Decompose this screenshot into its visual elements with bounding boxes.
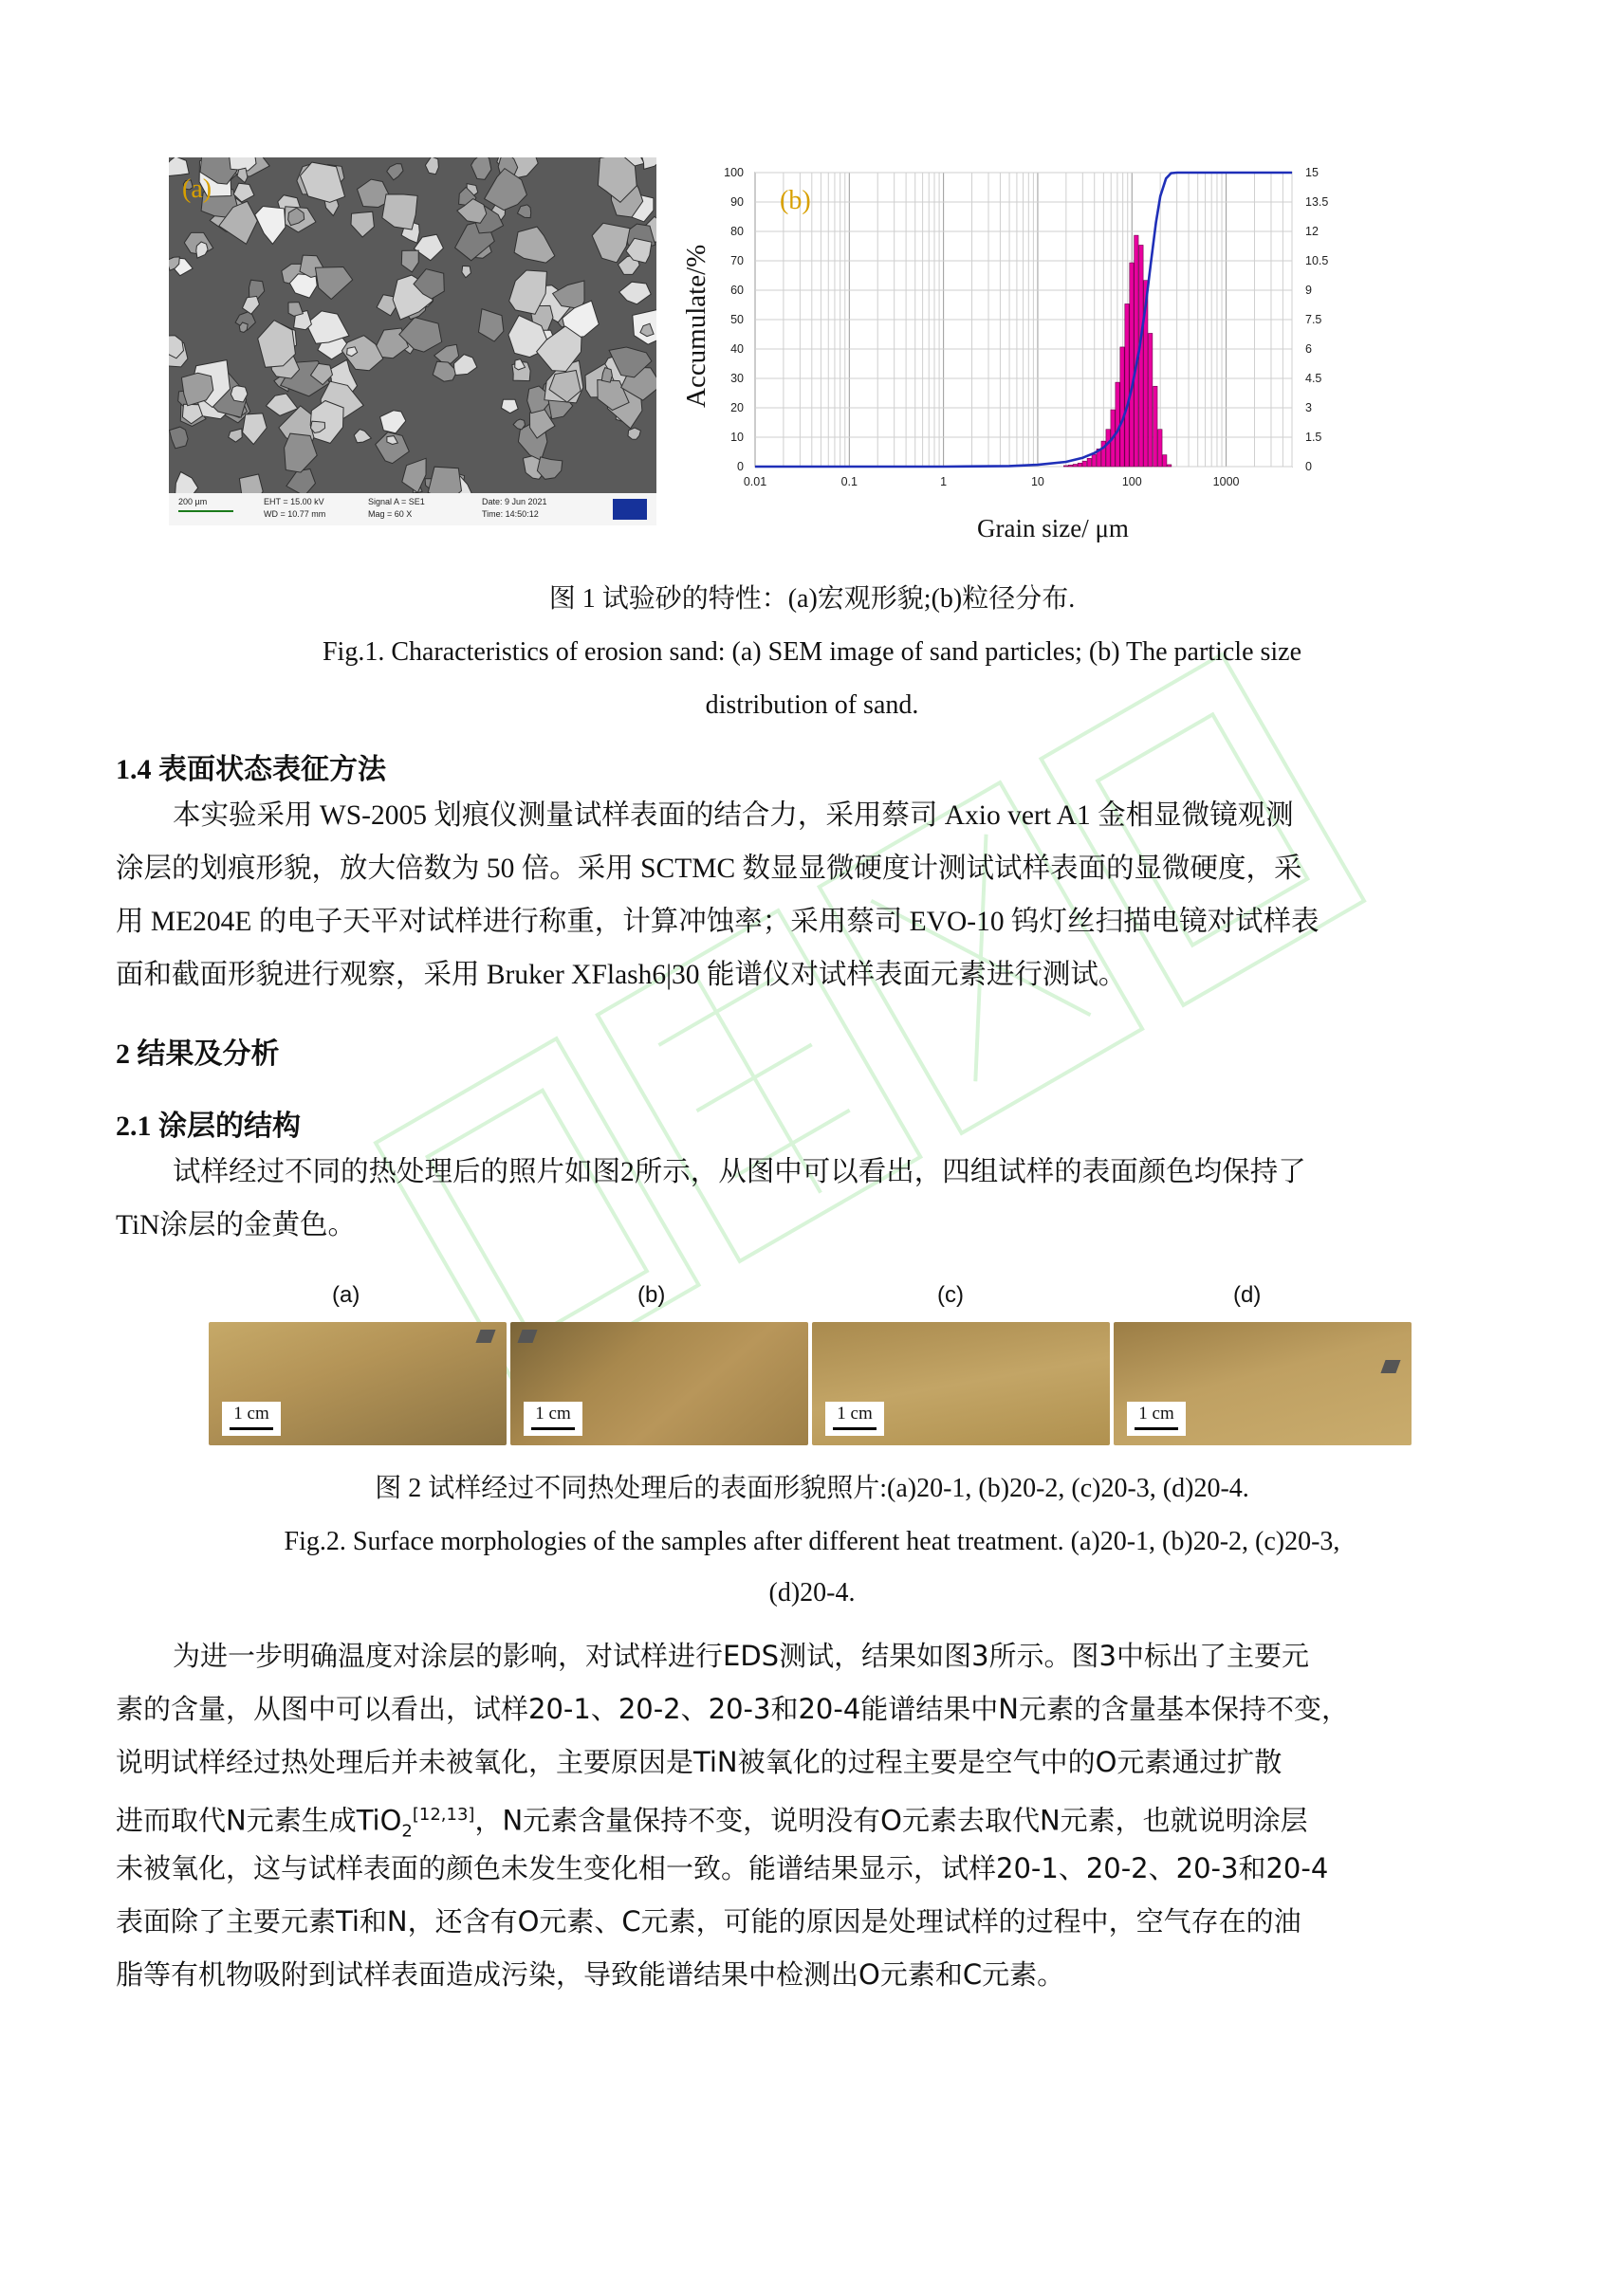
sem-time: Time: 14:50:12 [482, 509, 539, 519]
histogram-bar [1087, 458, 1091, 467]
para-line: TiN涂层的金黄色。 [116, 1210, 356, 1240]
sem-date: Date: 9 Jun 2021 [482, 497, 547, 506]
scale-bar: 1 cm [825, 1402, 884, 1436]
paragraph-eds [116, 1629, 1510, 2001]
para-line: 说明试样经过热处理后并未被氧化，主要原因是TiN被氧化的过程主要是空气中的O元素通过扩散 [116, 1746, 1283, 1778]
scale-bar: 1 cm [1127, 1402, 1186, 1436]
sem-scale-label: 200 µm [178, 497, 208, 506]
photo-c-label: (c) [937, 1282, 964, 1308]
y-axis-label: Accumulate/% [681, 244, 711, 408]
y-tick-label: 100 [724, 166, 744, 179]
histogram-bar [1082, 461, 1086, 467]
para-line: 素的含量，从图中可以看出，试样20-1、20-2、20-3和20-4能谱结果中N元素的含量基本保持不变， [116, 1693, 1349, 1725]
photo-d-label: (d) [1233, 1282, 1262, 1308]
y-tick-label: 10 [730, 431, 744, 444]
histogram-bar [1120, 347, 1124, 467]
y2-tick-label: 13.5 [1305, 195, 1329, 209]
x-tick-label: 0.1 [840, 475, 858, 488]
histogram-bar [1073, 465, 1077, 467]
para-line: 面和截面形貌进行观察，采用 Bruker XFlash6|30 能谱仪对试样表面元素进行测试。 [116, 960, 1127, 990]
figure2-caption-en-line1: Fig.2. Surface morphologies of the samples after different heat treatment. (a)20-1, (b)20-2, (c)20-3, [284, 1527, 1340, 1556]
sem-mag: Mag = 60 X [368, 509, 413, 519]
y2-tick-label: 1.5 [1305, 431, 1322, 444]
x-tick-label: 0.01 [743, 475, 767, 488]
y-tick-label: 90 [730, 195, 744, 209]
y-tick-label: 0 [737, 460, 744, 473]
citation: [12,13] [412, 1805, 475, 1825]
photo-c [812, 1322, 1110, 1445]
y2-tick-label: 6 [1305, 342, 1312, 356]
y-tick-label: 50 [730, 313, 744, 326]
y2-tick-label: 12 [1305, 225, 1319, 238]
panel-b-letter: (b) [780, 186, 811, 215]
photo-b-label: (b) [637, 1282, 666, 1308]
para-line: 脂等有机物吸附到试样表面造成污染，导致能谱结果中检测出O元素和C元素。 [116, 1958, 1065, 1991]
histogram-bar [1158, 430, 1162, 467]
sem-eht: EHT = 15.00 kV [264, 497, 324, 506]
para-line: 试样经过不同的热处理后的照片如图2所示，从图中可以看出，四组试样的表面颜色均保持了 [173, 1157, 1306, 1187]
clip-mark [517, 1330, 537, 1343]
figure2-caption-cn: 图 2 试样经过不同热处理后的表面形貌照片:(a)20-1, (b)20-2, (c)20-3, (d)20-4. [375, 1474, 1249, 1503]
heading-2-1: 2.1 涂层的结构 [116, 1111, 301, 1142]
y-tick-label: 70 [730, 254, 744, 267]
para-line-citation: 进而取代N元素生成TiO$_2$[12,13]，N元素含量保持不变，说明没有O元素去取代N元素，也就说明涂层 [116, 1804, 1308, 1842]
zeiss-logo [613, 499, 647, 520]
para-line: 为进一步明确温度对涂层的影响，对试样进行EDS测试，结果如图3所示。图3中标出了主要元 [173, 1640, 1309, 1672]
histogram-bar [1139, 245, 1143, 467]
y-tick-label: 80 [730, 225, 744, 238]
figure1-caption-cn: 图 1 试验砂的特性：(a)宏观形貌;(b)粒径分布. [548, 584, 1076, 614]
histogram-bar [1167, 465, 1171, 467]
heading-2: 2 结果及分析 [116, 1038, 280, 1070]
para-line: 表面除了主要元素Ti和N，还含有O元素、C元素，可能的原因是处理试样的过程中，空气存在的油 [116, 1905, 1301, 1938]
histogram-bar [1106, 430, 1110, 467]
photo-d [1114, 1322, 1412, 1445]
y2-tick-label: 15 [1305, 166, 1319, 179]
x-axis-label: Grain size/ μm [977, 514, 1129, 542]
histogram-bar [1163, 455, 1167, 467]
histogram-bar [1125, 303, 1129, 467]
photo-a [209, 1322, 507, 1445]
scale-bar: 1 cm [524, 1402, 582, 1436]
sem-scale-bar [178, 510, 233, 512]
histogram-bar [1116, 382, 1119, 467]
histogram-bar [1130, 263, 1134, 467]
sand-particle [169, 157, 189, 176]
x-tick-label: 100 [1121, 475, 1142, 488]
histogram-bar [1153, 386, 1157, 467]
clip-mark [475, 1330, 495, 1343]
paragraph-2-1 [116, 1146, 1510, 1252]
para-line: 本实验采用 WS-2005 划痕仪测量试样表面的结合力，采用蔡司 Axio vert A1 金相显微镜观测 [173, 800, 1294, 831]
para-line: 涂层的划痕形貌，放大倍数为 50 倍。采用 SCTMC 数显显微硬度计测试试样表面的显微硬度，采 [116, 854, 1302, 884]
photo-b [510, 1322, 808, 1445]
figure1-sem-image [169, 157, 656, 525]
sand-particle [231, 386, 248, 402]
y2-tick-label: 9 [1305, 284, 1312, 297]
y2-tick-label: 7.5 [1305, 313, 1322, 326]
para-line: 用 ME204E 的电子天平对试样进行称重，计算冲蚀率；采用蔡司 EVO-10 钨灯丝扫描电镜对试样表 [116, 907, 1320, 937]
photo-a-label: (a) [332, 1282, 360, 1308]
scale-bar: 1 cm [222, 1402, 281, 1436]
y2-tick-label: 0 [1305, 460, 1312, 473]
y-tick-label: 40 [730, 342, 744, 356]
x-tick-label: 1000 [1212, 475, 1240, 488]
histogram-bar [1092, 454, 1096, 467]
sem-wd: WD = 10.77 mm [264, 509, 326, 519]
y-tick-label: 30 [730, 372, 744, 385]
y2-tick-label: 3 [1305, 401, 1312, 414]
figure2-caption-en-line2: (d)20-4. [768, 1578, 856, 1607]
figure1-caption-en-line2: distribution of sand. [705, 690, 919, 720]
histogram-bar [1078, 463, 1081, 467]
y-tick-label: 60 [730, 284, 744, 297]
y2-tick-label: 4.5 [1305, 372, 1322, 385]
sand-particle [428, 467, 461, 493]
para-line: 未被氧化，这与试样表面的颜色未发生变化相一致。能谱结果显示，试样20-1、20-2、20-3和20-4 [116, 1852, 1329, 1884]
paragraph-1-4 [116, 789, 1510, 1001]
panel-a-letter: (a) [182, 174, 212, 204]
histogram-bar [1068, 465, 1072, 467]
figure1-caption-en-line1: Fig.1. Characteristics of erosion sand: (a) SEM image of sand particles; (b) The particle size [322, 637, 1302, 667]
figure1-grain-size-chart [664, 152, 1480, 560]
clip-mark [1380, 1360, 1400, 1373]
y-tick-label: 20 [730, 401, 744, 414]
x-tick-label: 10 [1030, 475, 1044, 488]
histogram-bar [1063, 466, 1067, 467]
sem-info-bar [169, 493, 656, 525]
sem-particles [169, 157, 656, 493]
sem-signal: Signal A = SE1 [368, 497, 425, 506]
x-tick-label: 1 [940, 475, 948, 488]
histogram-bar [1149, 333, 1153, 467]
heading-1-4: 1.4 表面状态表征方法 [116, 754, 386, 785]
y2-tick-label: 10.5 [1305, 254, 1329, 267]
